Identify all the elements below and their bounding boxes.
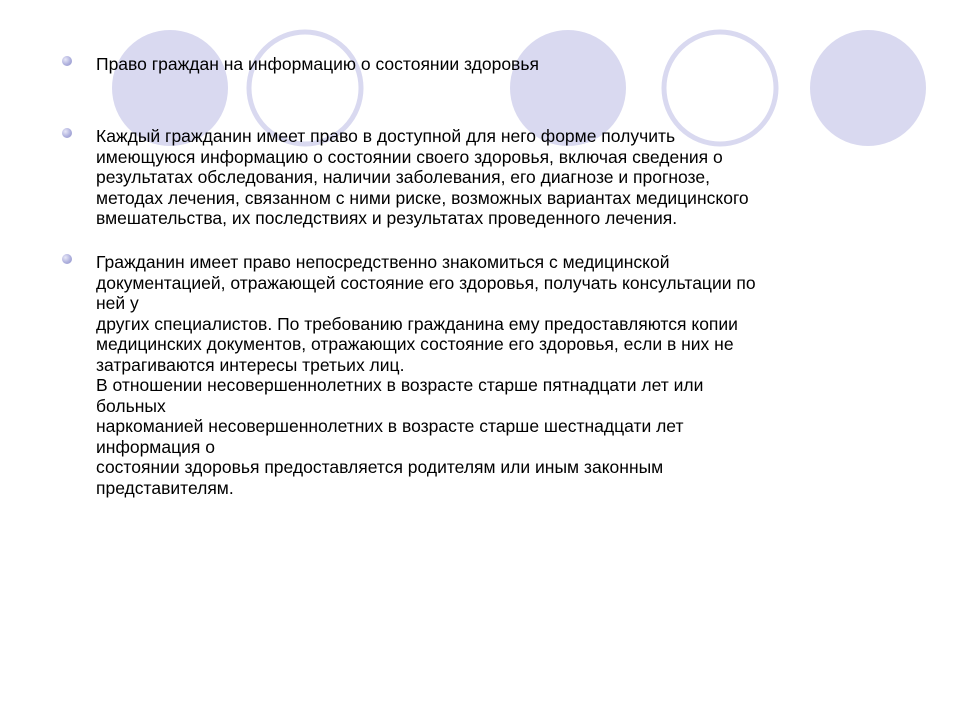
bullet-dot-icon [62, 254, 72, 264]
bullet-text: Гражданин имеет право непосредственно знакомиться с медицинской документацией, отражающей состояние его здоровья, получать консультации по ней у других специалистов. По требованию гражданина ему предоставляются копии медицинских документов, отражающих состояние его здоровья, если в них не затрагиваются интересы третьих лиц. В отношении несовершеннолетних в возрасте старше пятнадцати лет или больных наркоманией несовершеннолетних в возрасте старше шестнадцати лет информация о состоянии здоровья предоставляется родителям или иным законным представителям. [96, 252, 756, 498]
bullet-text: Каждый гражданин имеет право в доступной для него форме получить имеющуюся информацию о состоянии своего здоровья, включая сведения о результатах обследования, наличии заболевания, его диагнозе и прогнозе, методах лечения, связанном с ними риске, возможных вариантах медицинского вмешательства, их последствиях и результатах проведенного лечения. [96, 126, 749, 228]
bullet-text: Право граждан на информацию о состоянии здоровья [96, 54, 539, 74]
bullet-dot-icon [62, 128, 72, 138]
bullet-dot-icon [62, 56, 72, 66]
